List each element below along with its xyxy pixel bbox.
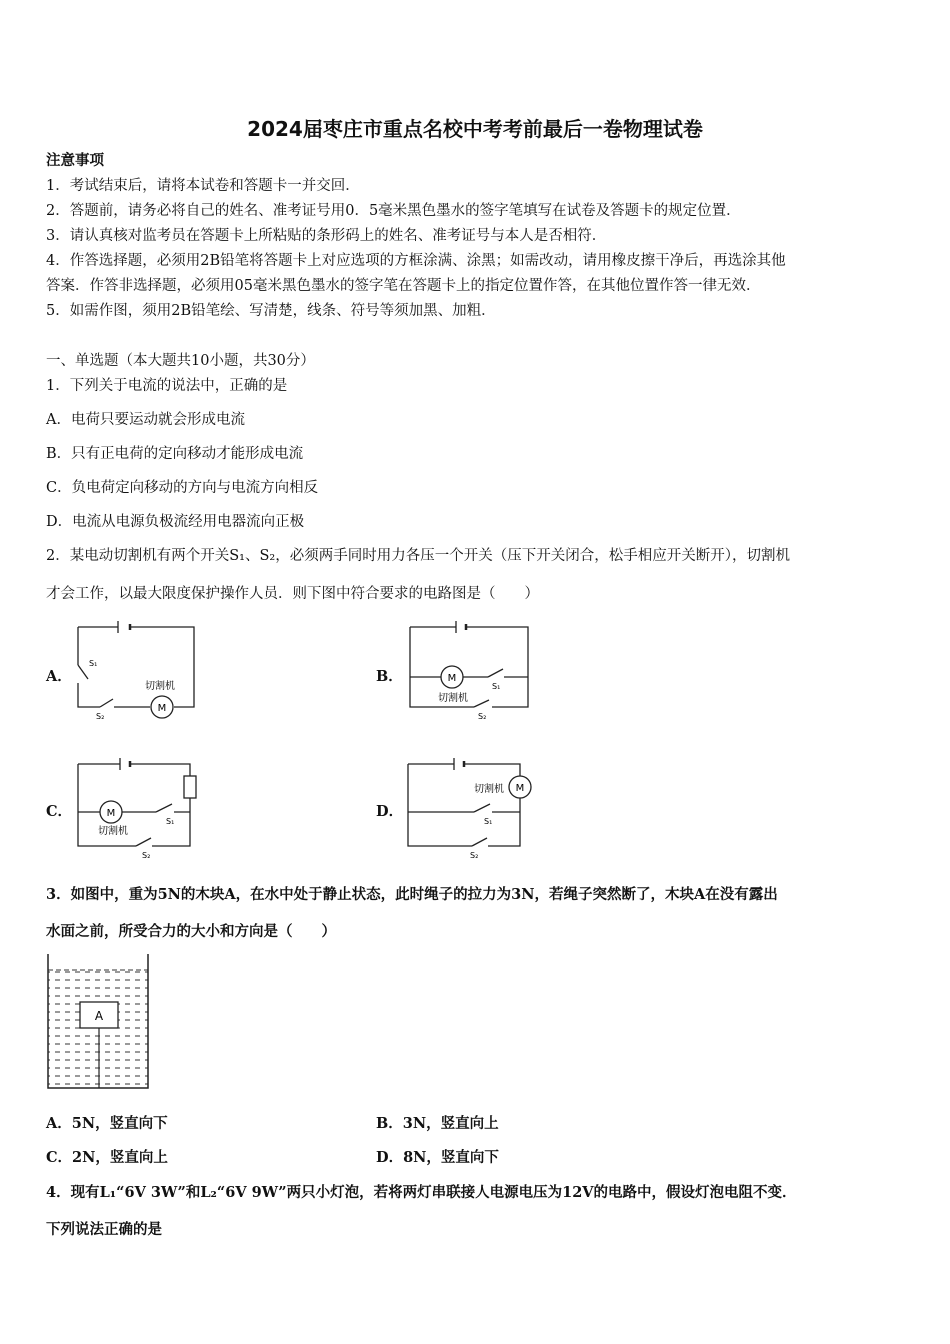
switch-s2-label: S₂ bbox=[142, 851, 151, 860]
section-heading: 一、单选题（本大题共10小题，共30分） bbox=[46, 353, 315, 369]
switch-s2-label: S₂ bbox=[96, 712, 105, 721]
machine-label: 切割机 bbox=[145, 681, 175, 692]
page-title: 2024届枣庄市重点名校中考考前最后一卷物理试卷 bbox=[247, 117, 703, 141]
circuit-diagram-a bbox=[70, 615, 205, 725]
notice-item: 2．答题前，请务必将自己的姓名、准考证号用0．5毫米黑色墨水的签字笔填写在试卷及答题卡的规定位置． bbox=[46, 203, 741, 219]
question-2-stem: 才会工作，以最大限度保护操作人员．则下图中符合要求的电路图是（ ） bbox=[46, 586, 539, 602]
question-3-option-a: A．5N，竖直向下 bbox=[46, 1115, 168, 1132]
switch-s1-label: S₁ bbox=[492, 682, 501, 691]
question-1-stem: 1．下列关于电流的说法中，正确的是 bbox=[46, 378, 288, 394]
circuit-diagram-d bbox=[400, 752, 540, 864]
switch-s1-label: S₁ bbox=[166, 817, 175, 826]
block-label: A bbox=[94, 1009, 104, 1023]
switch-s2-label: S₂ bbox=[470, 851, 479, 860]
question-1-option-a: A．电荷只要运动就会形成电流 bbox=[46, 412, 245, 428]
water-fill bbox=[48, 970, 148, 1088]
notice-item: 3．请认真核对监考员在答题卡上所粘贴的条形码上的姓名、准考证号与本人是否相符． bbox=[46, 228, 607, 244]
notice-heading: 注意事项 bbox=[46, 152, 104, 169]
question-2-label-d: D． bbox=[376, 803, 404, 820]
question-1-option-c: C．负电荷定向移动的方向与电流方向相反 bbox=[46, 480, 319, 496]
circuit-diagram-c bbox=[70, 752, 210, 864]
question-4-stem: 4．现有L₁“6V 3W”和L₂“6V 9W”两只小灯泡，若将两灯串联接人电源电压为12V的电路中，假设灯泡电阻不变． bbox=[46, 1184, 797, 1201]
notice-item: 1．考试结束后，请将本试卷和答题卡一并交回． bbox=[46, 178, 360, 194]
question-1-option-d: D．电流从电源负极流经用电器流向正极 bbox=[46, 514, 305, 530]
question-2-label-a: A． bbox=[46, 668, 72, 685]
notice-item: 4．作答选择题，必须用2B铅笔将答题卡上对应选项的方框涂满、涂黑；如需改动，请用橡皮擦干净后，再选涂其他 bbox=[46, 253, 786, 269]
switch-s1-label: S₁ bbox=[484, 817, 493, 826]
machine-label: 切割机 bbox=[98, 826, 128, 837]
question-3-stem: 水面之前，所受合力的大小和方向是（ ） bbox=[46, 923, 336, 940]
water-tank-diagram bbox=[44, 952, 154, 1092]
question-2-label-c: C． bbox=[46, 803, 73, 820]
notice-item: 5．如需作图，须用2B铅笔绘、写清楚，线条、符号等须加黑、加粗． bbox=[46, 303, 496, 319]
motor-icon: M bbox=[447, 673, 457, 684]
question-3-option-d: D．8N，竖直向下 bbox=[376, 1149, 499, 1166]
circuit-diagram-b bbox=[400, 615, 540, 725]
switch-s2-label: S₂ bbox=[478, 712, 487, 721]
notice-item: 答案．作答非选择题，必须用05毫米黑色墨水的签字笔在答题卡上的指定位置作答，在其他位置作答一律无效． bbox=[46, 278, 761, 294]
question-2-label-b: B． bbox=[376, 668, 403, 685]
motor-icon: M bbox=[106, 808, 116, 819]
motor-icon: M bbox=[157, 703, 167, 714]
question-3-stem: 3．如图中，重为5N的木块A，在水中处于静止状态，此时绳子的拉力为3N，若绳子突然断了，木块A在没有露出 bbox=[46, 886, 778, 903]
question-3-option-b: B．3N，竖直向上 bbox=[376, 1115, 499, 1132]
question-1-option-b: B．只有正电荷的定向移动才能形成电流 bbox=[46, 446, 304, 462]
question-2-stem: 2．某电动切割机有两个开关S₁、S₂，必须两手同时用力各压一个开关（压下开关闭合，松手相应开关断开），切割机 bbox=[46, 548, 790, 564]
question-3-option-c: C．2N，竖直向上 bbox=[46, 1149, 168, 1166]
switch-s1-label: S₁ bbox=[89, 659, 98, 668]
machine-label: 切割机 bbox=[474, 784, 504, 795]
motor-icon: M bbox=[515, 783, 525, 794]
question-4-stem: 下列说法正确的是 bbox=[46, 1221, 162, 1238]
machine-label: 切割机 bbox=[438, 693, 468, 704]
